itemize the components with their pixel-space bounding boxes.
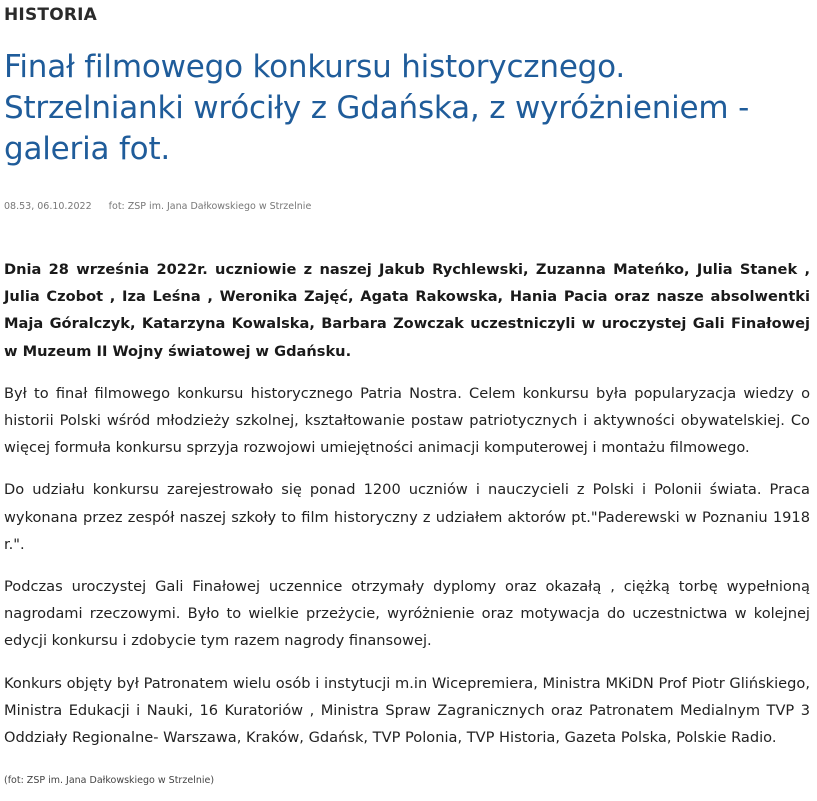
photo-caption: (fot: ZSP im. Jana Dałkowskiego w Strzelnie) xyxy=(4,775,215,786)
article-meta xyxy=(4,201,311,212)
category-label[interactable]: HISTORIA xyxy=(4,5,98,25)
publish-datetime: 08.53, 06.10.2022 xyxy=(4,201,92,212)
article-title: Finał filmowego konkursu historycznego. Strzelnianki wróciły z Gdańska, z wyróżnieniem - galeria fot. xyxy=(4,49,750,167)
body-paragraph: Podczas uroczystej Gali Finałowej uczennice otrzymały dyplomy oraz okazałą , ciężką torbę wypełnioną nagrodami rzeczowymi. Było to wielkie przeżycie, wyróżnienie oraz motywacja do uczestnictwa w kolejnej edycji konkursu i zdobycie tym razem nagrody finansowej. xyxy=(4,578,810,650)
lead-paragraph: Dnia 28 września 2022r. uczniowie z naszej Jakub Rychlewski, Zuzanna Mateńko, Julia Stanek , Julia Czobot , Iza Leśna , Weronika Zajęć, Agata Rakowska, Hania Pacia oraz nasze absolwentki Maja Góralczyk, Katarzyna Kowalska, Barbara Zowczak uczestniczyli w uroczystej Gali Finałowej w Muzeum II Wojny światowej w Gdańsku. xyxy=(4,261,810,360)
body-paragraph: Do udziału konkursu zarejestrowało się ponad 1200 uczniów i nauczycieli z Polski i Polonii świata. Praca wykonana przez zespół naszej szkoły to film historyczny z udziałem aktorów pt."Paderewski w Poznaniu 1918 r.". xyxy=(4,481,810,553)
photo-credit: fot: ZSP im. Jana Dałkowskiego w Strzelnie xyxy=(108,201,312,212)
body-paragraph: Był to finał filmowego konkursu historycznego Patria Nostra. Celem konkursu była popularyzacja wiedzy o historii Polski wśród młodzieży szkolnej, kształtowanie postaw patriotycznych i aktywności obywatelskiej. Co więcej formuła konkursu sprzyja rozwojowi umiejętności animacji komputerowej i montażu filmowego. xyxy=(4,384,810,457)
body-paragraph: Konkurs objęty był Patronatem wielu osób i instytucji m.in Wicepremiera, Ministra MKiDN Prof Piotr Glińskiego, Ministra Edukacji i Nauki, 16 Kuratoriów , Ministra Spraw Zagranicznych oraz Patronatem Medialnym TVP 3 Oddziały Regionalne- Warszawa, Kraków, Gdańsk, TVP Polonia, TVP Historia, Gazeta Polska, Polskie Radio. xyxy=(4,674,810,747)
article-body xyxy=(4,256,810,766)
